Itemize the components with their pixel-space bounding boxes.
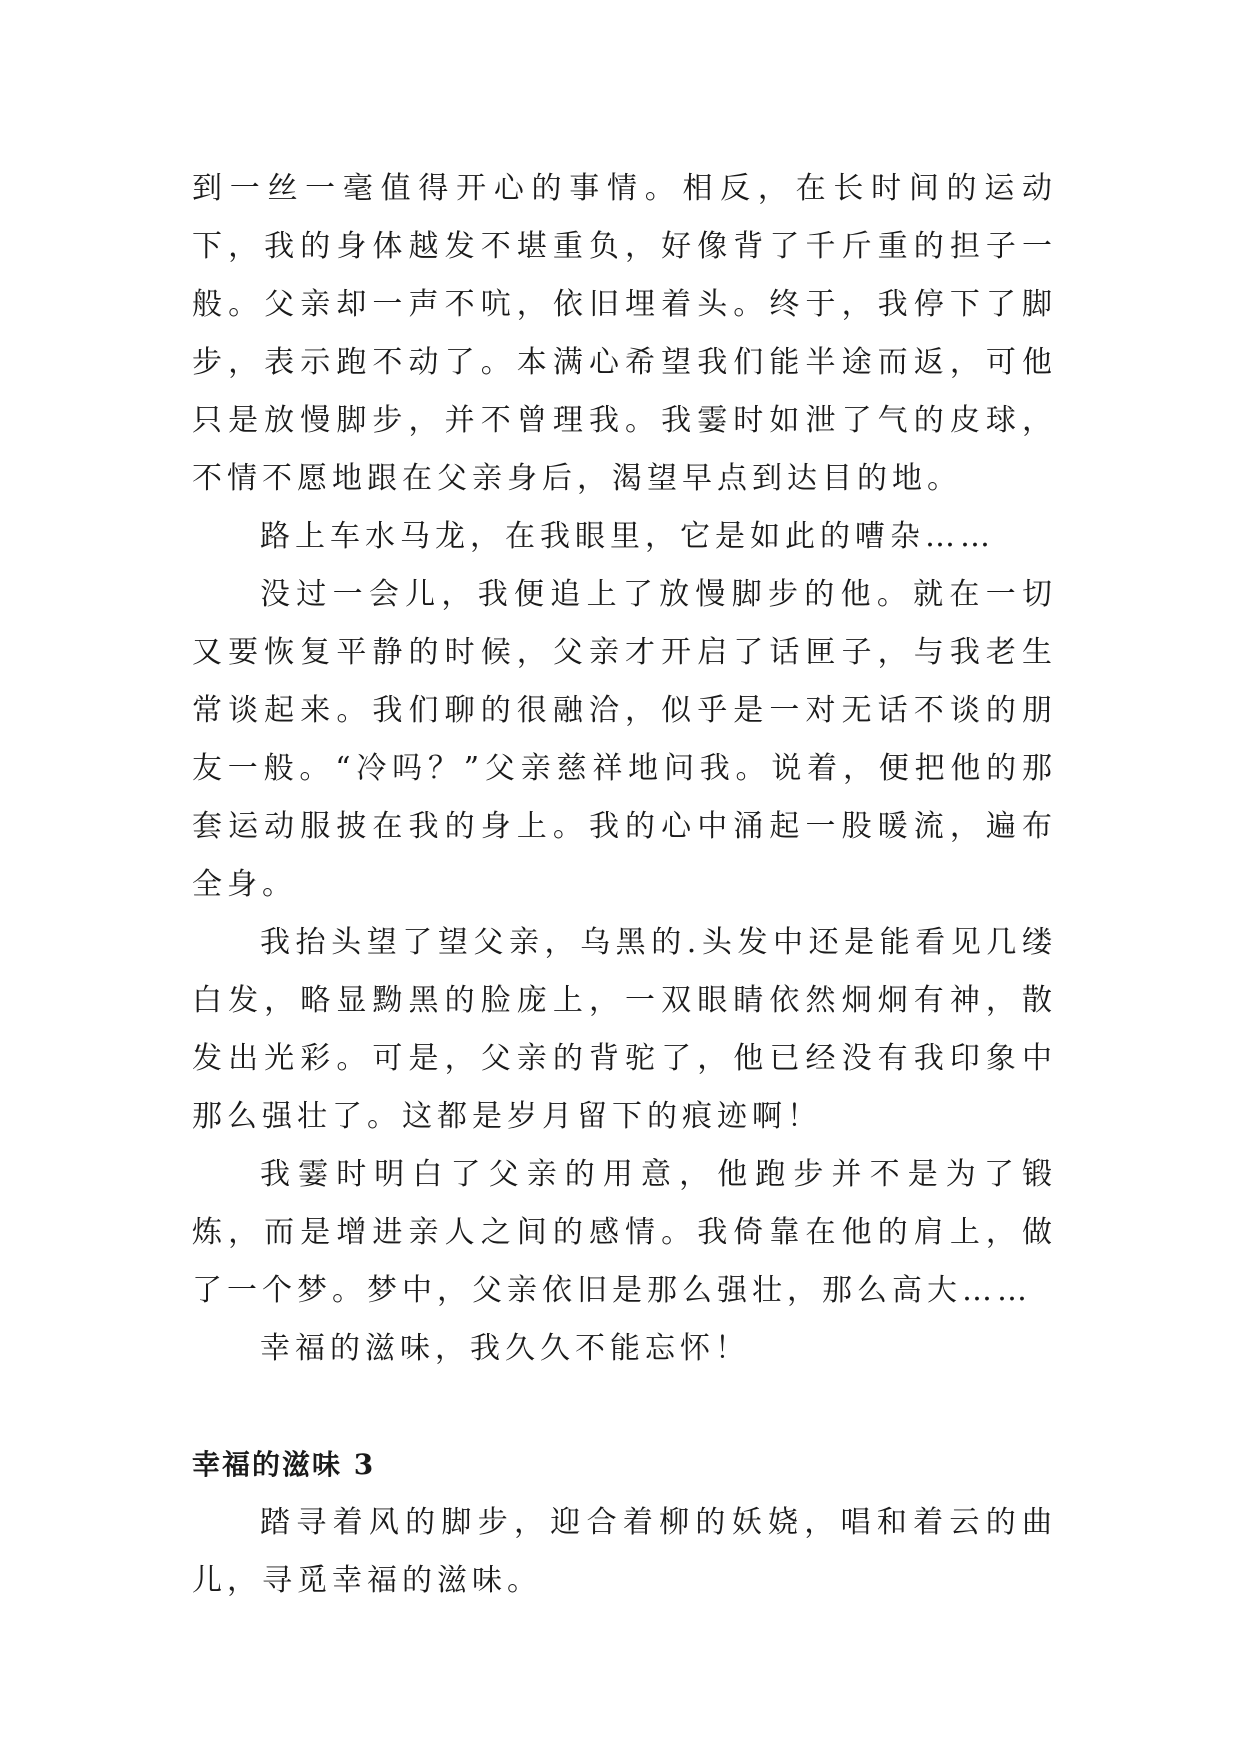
paragraph: 路上车水马龙，在我眼里，它是如此的嘈杂…… [260, 519, 995, 554]
paragraph-continued: 到一丝一毫值得开心的事情。相反，在长时间的运动下，我的身体越发不堪重负，好像背了千斤重的担子一般。父亲却一声不吭，依旧埋着头。终于，我停下了脚步，表示跑不动了。本满心希望我们能半途而返，可他只是放慢脚步，并不曾理我。我霎时如泄了气的皮球，不情不愿地跟在父亲身后，渴望早点到达目的地。 [192, 171, 1057, 496]
section-title: 幸福的滋味 3 [192, 1448, 376, 1481]
paragraph: 我霎时明白了父亲的用意，他跑步并不是为了锻炼，而是增进亲人之间的感情。我倚靠在他的肩上，做了一个梦。梦中，父亲依旧是那么强壮，那么高大…… [192, 1157, 1057, 1308]
paragraph: 没过一会儿，我便追上了放慢脚步的他。就在一切又要恢复平静的时候，父亲才开启了话匣子，与我老生常谈起来。我们聊的很融洽，似乎是一对无话不谈的朋友一般。“冷吗？”父亲慈祥地问我。说着，便把他的那套运动服披在我的身上。我的心中涌起一股暖流，遍布全身。 [192, 577, 1057, 902]
paragraph: 踏寻着风的脚步，迎合着柳的妖娆，唱和着云的曲儿，寻觅幸福的滋味。 [192, 1505, 1057, 1598]
paragraph: 我抬头望了望父亲，乌黑的.头发中还是能看见几缕白发，略显黝黑的脸庞上，一双眼睛依然炯炯有神，散发出光彩。可是，父亲的背驼了，他已经没有我印象中那么强壮了。这都是岁月留下的痕迹啊！ [192, 925, 1057, 1134]
paragraph: 幸福的滋味，我久久不能忘怀！ [260, 1331, 750, 1366]
document-body [192, 160, 1057, 1610]
